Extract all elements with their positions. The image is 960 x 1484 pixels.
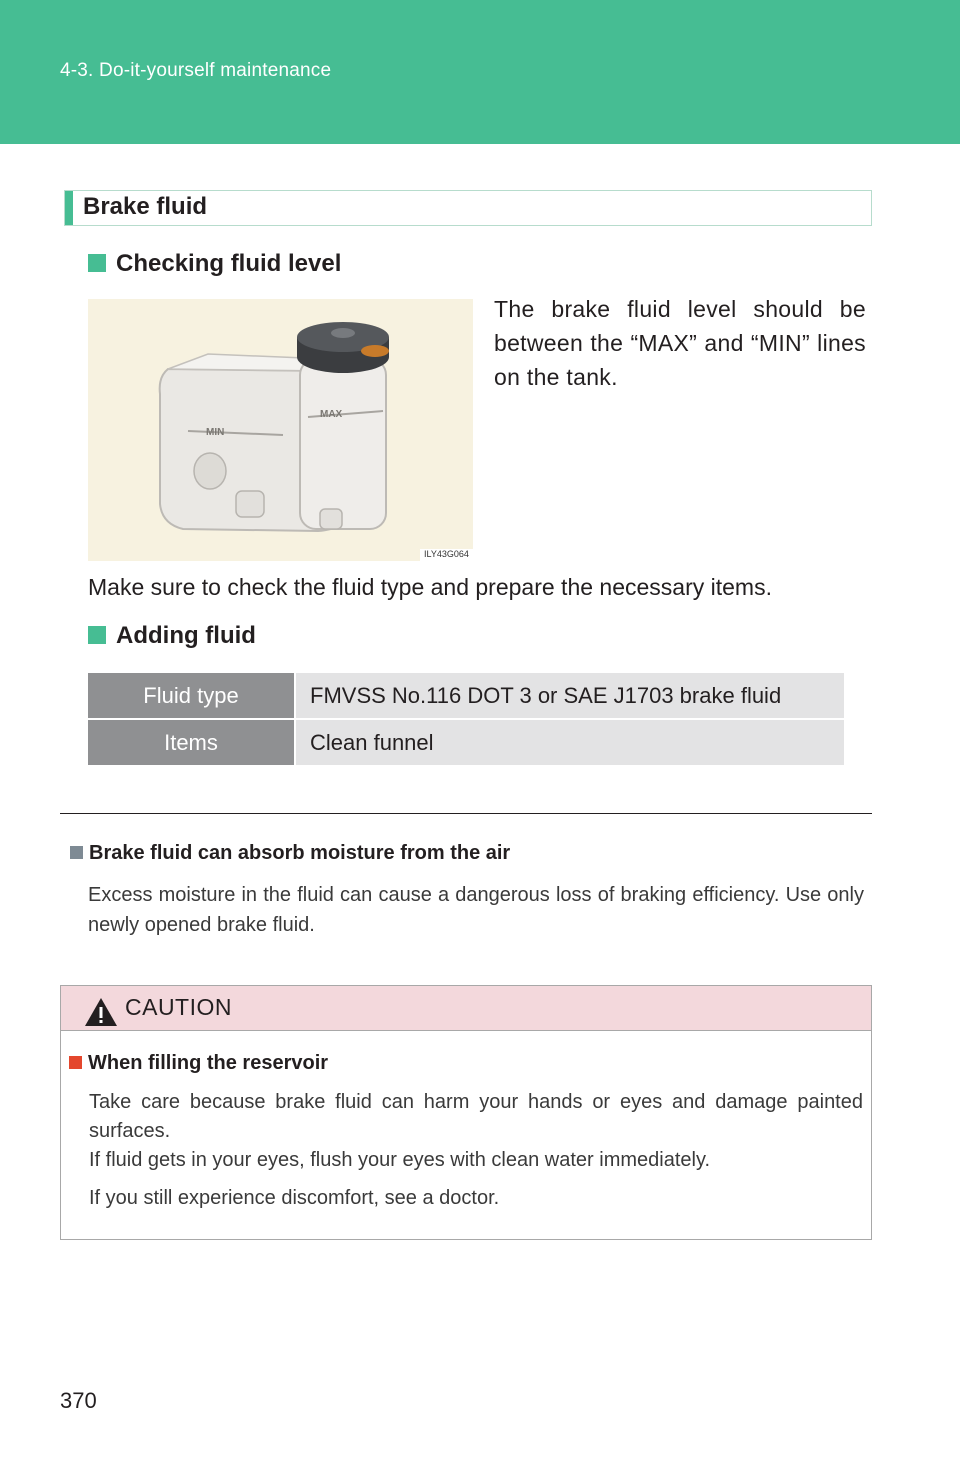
subheading-adding-text: Adding fluid bbox=[116, 622, 256, 649]
info-heading bbox=[70, 842, 510, 865]
table-row bbox=[88, 673, 844, 719]
brake-fluid-reservoir-illustration bbox=[88, 299, 473, 561]
section-accent bbox=[65, 191, 73, 225]
section-title: Brake fluid bbox=[83, 193, 208, 220]
reservoir-drawing bbox=[88, 299, 473, 561]
chapter-title: 4-3. Do-it-yourself maintenance bbox=[60, 60, 332, 81]
caution-subheading-text: When filling the reservoir bbox=[88, 1052, 329, 1074]
page-number: 370 bbox=[60, 1388, 97, 1413]
caution-paragraph-1: Take care because brake fluid can harm your hands or eyes and damage painted surfaces. bbox=[89, 1091, 863, 1142]
info-heading-text: Brake fluid can absorb moisture from the air bbox=[89, 842, 511, 864]
gray-square-bullet-icon bbox=[70, 846, 83, 859]
caution-label: CAUTION bbox=[125, 994, 232, 1020]
section-title-bar bbox=[64, 190, 872, 226]
level-description: The brake fluid level should be between the “MAX” and “MIN” lines on the tank. bbox=[494, 296, 866, 390]
min-label: MIN bbox=[206, 427, 225, 438]
page-header bbox=[0, 0, 960, 144]
row-label-fluid-type: Fluid type bbox=[88, 673, 295, 719]
caution-header bbox=[61, 986, 871, 1031]
row-value-items: Clean funnel bbox=[295, 719, 844, 766]
fluid-info-table bbox=[88, 673, 844, 767]
green-square-bullet-icon bbox=[88, 254, 106, 272]
caution-subheading bbox=[69, 1052, 328, 1075]
max-label: MAX bbox=[320, 409, 343, 420]
caution-box bbox=[60, 985, 872, 1240]
subheading-adding bbox=[88, 622, 256, 650]
caution-paragraph-3: If you still experience discomfort, see a doctor. bbox=[89, 1187, 500, 1209]
info-text: Excess moisture in the fluid can cause a dangerous loss of braking efficiency. Use only newly opened brake fluid. bbox=[88, 884, 864, 936]
red-square-bullet-icon bbox=[69, 1056, 82, 1069]
caution-paragraph-2: If fluid gets in your eyes, flush your eyes with clean water immediately. bbox=[89, 1149, 711, 1171]
illustration-code: ILY43G064 bbox=[424, 549, 469, 559]
divider bbox=[60, 813, 872, 814]
warning-triangle-icon bbox=[83, 996, 119, 1028]
preparation-note: Make sure to check the fluid type and prepare the necessary items. bbox=[88, 574, 772, 600]
subheading-checking bbox=[88, 250, 341, 278]
row-label-items: Items bbox=[88, 719, 295, 766]
subheading-checking-text: Checking fluid level bbox=[116, 250, 342, 277]
table-row bbox=[88, 719, 844, 766]
row-value-fluid-type: FMVSS No.116 DOT 3 or SAE J1703 brake fluid bbox=[295, 673, 844, 719]
green-square-bullet-icon bbox=[88, 626, 106, 644]
